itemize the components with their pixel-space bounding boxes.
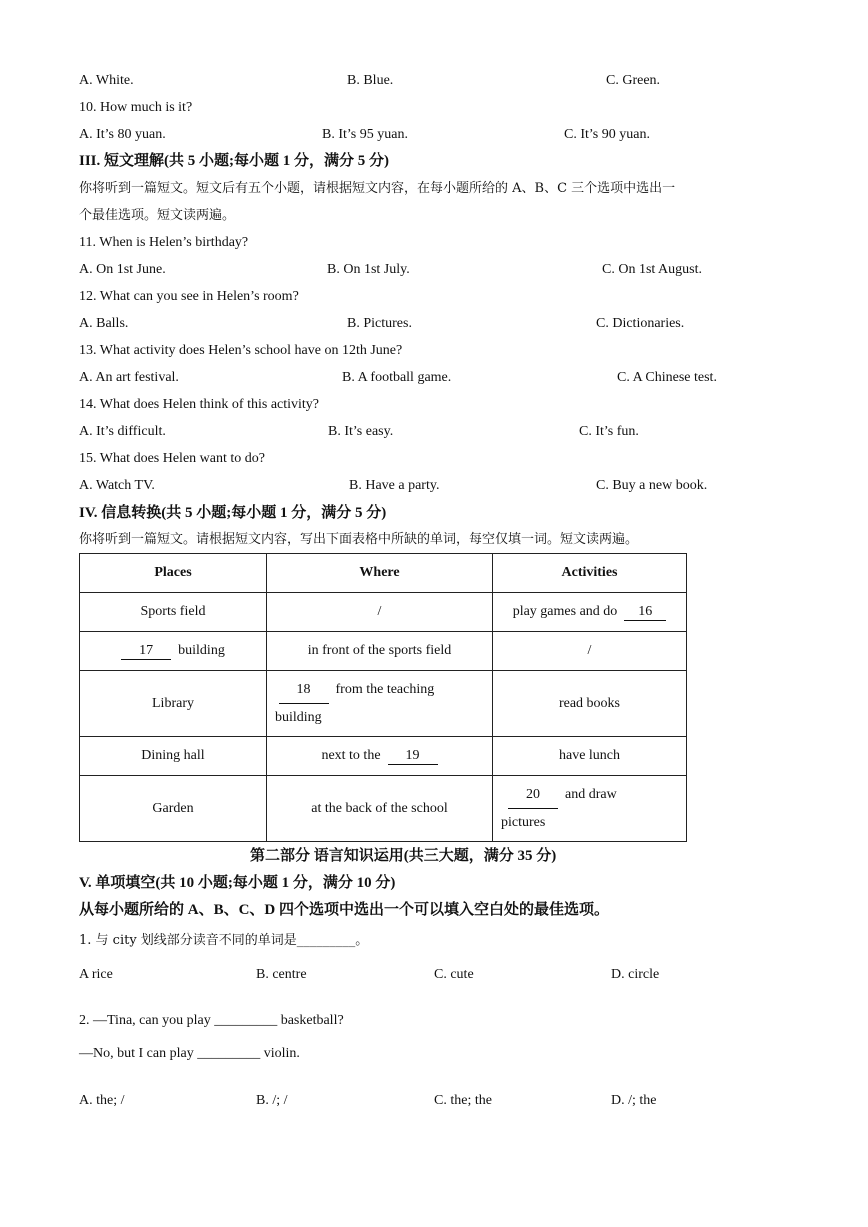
q15-option-c: C. Buy a new book. <box>596 478 708 493</box>
q14-stem: 14. What does Helen think of this activity? <box>79 397 320 412</box>
q10-stem: 10. How much is it? <box>79 100 193 115</box>
cell-text: building <box>275 710 322 725</box>
table-header-places: Places <box>80 554 267 593</box>
table-cell: read books <box>493 671 687 737</box>
q12-option-a: A. Balls. <box>79 316 129 331</box>
section5-heading: V. 单项填空(共 10 小题;每小题 1 分，满分 10 分) <box>79 875 396 891</box>
q13-option-c: C. A Chinese test. <box>617 370 717 385</box>
blank-19[interactable]: 19 <box>388 748 438 765</box>
q15-option-b: B. Have a party. <box>349 478 440 493</box>
blank-16[interactable]: 16 <box>624 604 666 621</box>
table-header-activities: Activities <box>493 554 687 593</box>
part2-heading: 第二部分 语言知识运用(共三大题，满分 35 分) <box>250 848 557 864</box>
q12-stem: 12. What can you see in Helen’s room? <box>79 289 299 304</box>
table-cell: / <box>493 632 687 671</box>
section3-instruction-line2: 个最佳选项。短文读两遍。 <box>79 208 236 223</box>
blank-20[interactable]: 20 <box>508 781 558 809</box>
cell-text: pictures <box>501 815 546 830</box>
q15-option-a: A. Watch TV. <box>79 478 155 493</box>
q14-option-c: C. It’s fun. <box>579 424 639 439</box>
q1-stem: 1. 与 city 划线部分读音不同的单词是_________。 <box>79 933 369 948</box>
table-cell: Library <box>80 671 267 737</box>
q1-option-d: D. circle <box>611 967 660 982</box>
section3-instruction-line1: 你将听到一篇短文。短文后有五个小题，请根据短文内容，在每小题所给的 A、B、C 三个选项中选出一 <box>79 181 676 196</box>
q13-option-a: A. An art festival. <box>79 370 179 385</box>
q2-option-a: A. the; / <box>79 1093 125 1108</box>
table-cell <box>493 593 687 632</box>
table-header-row <box>80 554 687 593</box>
blank-18[interactable]: 18 <box>279 676 329 704</box>
q1-option-b: B. centre <box>256 967 307 982</box>
q1-option-a: A rice <box>79 967 113 982</box>
table-row <box>80 737 687 776</box>
q9-option-c: C. Green. <box>606 73 661 88</box>
q2-line2: —No, but I can play _________ violin. <box>79 1046 300 1061</box>
section4-heading: IV. 信息转换(共 5 小题;每小题 1 分，满分 5 分) <box>79 505 387 521</box>
table-cell <box>493 776 687 842</box>
table-row <box>80 776 687 842</box>
cell-text: play games and do <box>512 603 618 619</box>
q2-option-d: D. /; the <box>611 1093 657 1108</box>
q1-option-c: C. cute <box>434 967 474 982</box>
q13-option-b: B. A football game. <box>342 370 452 385</box>
cell-text: from the teaching <box>335 682 435 697</box>
cell-text: next to the <box>321 747 381 763</box>
section4-instruction: 你将听到一篇短文。请根据短文内容，写出下面表格中所缺的单词，每空仅填一词。短文读两遍。 <box>79 532 639 547</box>
info-table <box>79 553 687 842</box>
q10-option-a: A. It’s 80 yuan. <box>79 127 166 142</box>
q11-option-c: C. On 1st August. <box>602 262 702 277</box>
q2-line1: 2. —Tina, can you play _________ basketball? <box>79 1013 344 1028</box>
section3-heading: III. 短文理解(共 5 小题;每小题 1 分，满分 5 分) <box>79 153 389 169</box>
table-row <box>80 671 687 737</box>
q15-stem: 15. What does Helen want to do? <box>79 451 265 466</box>
table-row <box>80 632 687 671</box>
q13-stem: 13. What activity does Helen’s school have on 12th June? <box>79 343 403 358</box>
table-cell: have lunch <box>493 737 687 776</box>
q12-option-c: C. Dictionaries. <box>596 316 685 331</box>
q10-option-c: C. It’s 90 yuan. <box>564 127 650 142</box>
table-cell <box>267 671 493 737</box>
q10-option-b: B. It’s 95 yuan. <box>322 127 408 142</box>
blank-17[interactable]: 17 <box>121 643 171 660</box>
table-cell: Garden <box>80 776 267 842</box>
cell-text: and draw <box>565 787 617 802</box>
q2-option-c: C. the; the <box>434 1093 492 1108</box>
q9-option-a: A. White. <box>79 73 134 88</box>
q12-option-b: B. Pictures. <box>347 316 412 331</box>
q11-option-b: B. On 1st July. <box>327 262 410 277</box>
q11-option-a: A. On 1st June. <box>79 262 166 277</box>
table-cell <box>80 632 267 671</box>
q14-option-b: B. It’s easy. <box>328 424 394 439</box>
q2-option-b: B. /; / <box>256 1093 288 1108</box>
table-cell: in front of the sports field <box>267 632 493 671</box>
table-cell: Dining hall <box>80 737 267 776</box>
table-header-where: Where <box>267 554 493 593</box>
section5-instruction: 从每小题所给的 A、B、C、D 四个选项中选出一个可以填入空白处的最佳选项。 <box>79 902 610 918</box>
q11-stem: 11. When is Helen’s birthday? <box>79 235 249 250</box>
q9-option-b: B. Blue. <box>347 73 394 88</box>
cell-text: building <box>178 642 225 658</box>
table-row <box>80 593 687 632</box>
table-cell <box>267 737 493 776</box>
q14-option-a: A. It’s difficult. <box>79 424 166 439</box>
table-cell: Sports field <box>80 593 267 632</box>
table-cell: / <box>267 593 493 632</box>
table-cell: at the back of the school <box>267 776 493 842</box>
